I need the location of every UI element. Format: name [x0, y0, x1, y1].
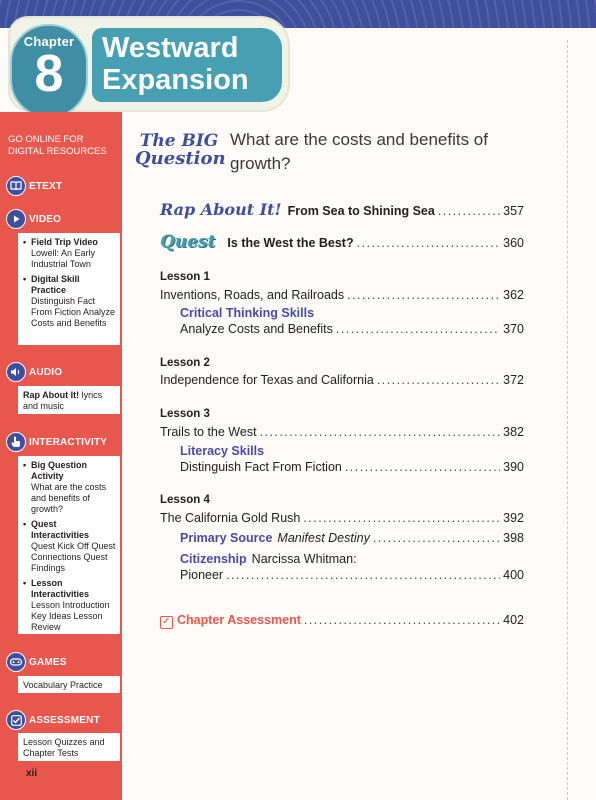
toc-title: Chapter Assessment	[177, 613, 301, 627]
video-label: VIDEO	[29, 213, 62, 225]
sidebar-item-games[interactable]	[6, 652, 67, 672]
toc-title: Manifest Destiny	[277, 531, 370, 545]
audio-rap-title: Rap About It!	[23, 390, 80, 400]
video-item-text: Distinguish Fact From Fiction Analyze Costs and Benefits	[31, 296, 116, 328]
toc-row-quest[interactable]	[160, 234, 524, 251]
leader-dots	[357, 235, 501, 251]
video-list	[18, 233, 120, 345]
sidebar-item-etext[interactable]	[6, 176, 62, 196]
dashed-margin-line	[567, 40, 568, 800]
toc-page: 362	[503, 288, 524, 302]
interactivity-item-text: Lesson Introduction Key Ideas Lesson Review	[31, 600, 110, 632]
audio-box[interactable]	[18, 386, 120, 414]
games-box[interactable]	[18, 676, 120, 693]
list-item[interactable]	[23, 578, 116, 633]
big-question-logo	[135, 131, 226, 169]
interactivity-item-title: Lesson Interactivities	[31, 578, 90, 599]
sidebar-item-video[interactable]	[6, 209, 61, 229]
toc-page: 392	[503, 511, 524, 525]
video-item-title: Digital Skill Practice	[31, 274, 80, 295]
book-icon	[6, 176, 26, 196]
toc-page: 372	[503, 373, 524, 387]
list-item[interactable]	[23, 460, 116, 515]
chapter-title	[92, 28, 282, 102]
sidebar-item-audio[interactable]	[6, 362, 62, 382]
leader-dots	[260, 424, 501, 440]
toc-title: From Sea to Shining Sea	[287, 204, 435, 218]
toc-row-lesson-4[interactable]	[160, 510, 524, 526]
list-item[interactable]	[23, 274, 116, 329]
toc-row-lesson-1-skill[interactable]	[180, 321, 524, 337]
lesson-1-label: Lesson 1	[160, 271, 210, 283]
assessment-text: Lesson Quizzes and Chapter Tests	[23, 737, 105, 758]
interactivity-item-text: Quest Kick Off Quest Connections Quest Findings	[31, 541, 116, 573]
audio-text: lyrics and music	[23, 390, 103, 411]
rap-about-it-logo: Rap About It!	[160, 200, 282, 219]
go-online-heading: GO ONLINE FOR DIGITAL RESOURCES	[8, 134, 107, 157]
toc-title: Trails to the West	[160, 425, 257, 439]
toc-page: 400	[503, 568, 524, 582]
chapter-badge	[10, 24, 88, 118]
toc-title: Pioneer	[180, 568, 224, 582]
toc-page: 357	[503, 204, 524, 218]
toc-page: 370	[503, 322, 524, 336]
toc-page: 390	[503, 460, 524, 474]
lesson-4-label: Lesson 4	[160, 494, 210, 506]
toc-title: The California Gold Rush	[160, 511, 301, 525]
toc-row-lesson-3-skill[interactable]	[180, 459, 524, 475]
checkbox-icon	[6, 710, 26, 730]
toc-row-citizenship[interactable]	[180, 551, 524, 567]
literacy-skills-heading: Literacy Skills	[180, 444, 265, 458]
toc-title: Inventions, Roads, and Railroads	[160, 288, 345, 302]
interactivity-item-title: Big Question Activity	[31, 460, 87, 481]
games-label: GAMES	[29, 656, 67, 668]
toc-title: Analyze Costs and Benefits	[180, 322, 333, 336]
big-question-text: What are the costs and benefits of growth?	[230, 130, 488, 173]
critical-thinking-heading: Critical Thinking Skills	[180, 306, 315, 320]
toc-row-lesson-1[interactable]	[160, 287, 524, 303]
toc-page: 360	[503, 236, 524, 250]
toc-title: Narcissa Whitman:	[251, 552, 357, 566]
audio-label: AUDIO	[29, 366, 63, 378]
leader-dots	[438, 203, 500, 219]
toc-title: Is the West the Best?	[227, 236, 354, 250]
leader-dots	[226, 567, 500, 583]
chapter-number: 8	[34, 45, 64, 103]
sidebar-item-assessment[interactable]	[6, 710, 100, 730]
chapter-title-line2: Expansion	[102, 64, 249, 96]
interactivity-label: INTERACTIVITY	[29, 436, 108, 448]
leader-dots	[336, 321, 500, 337]
etext-label: ETEXT	[29, 180, 63, 192]
toc-title: Distinguish Fact From Fiction	[180, 460, 342, 474]
games-text: Vocabulary Practice	[23, 680, 103, 690]
leader-dots	[373, 530, 500, 546]
page-number: xii	[26, 768, 38, 779]
assessment-box[interactable]	[18, 733, 120, 761]
checkbox-icon: ✓	[160, 616, 173, 629]
list-item[interactable]	[23, 237, 116, 270]
toc-row-lesson-3[interactable]	[160, 424, 524, 440]
leader-dots	[304, 612, 500, 628]
chapter-label: Chapter	[23, 34, 75, 49]
interactivity-item-text: What are the costs and benefits of growth?	[31, 482, 107, 514]
leader-dots	[345, 459, 500, 475]
play-icon	[6, 209, 26, 229]
toc-row-rap[interactable]	[160, 202, 524, 219]
toc-row-chapter-assessment[interactable]	[160, 612, 524, 629]
hand-pointer-icon	[6, 432, 26, 452]
video-item-title: Field Trip Video	[31, 237, 98, 247]
gamepad-icon	[6, 652, 26, 672]
toc-row-citizenship-cont[interactable]	[180, 567, 524, 583]
interactivity-item-title: Quest Interactivities	[31, 519, 90, 540]
toc-row-primary-source[interactable]	[180, 530, 524, 546]
sidebar-item-interactivity[interactable]	[6, 432, 107, 452]
big-question-logo-line1: The BIG	[139, 131, 219, 151]
speaker-icon	[6, 362, 26, 382]
lesson-3-label: Lesson 3	[160, 408, 210, 420]
list-item[interactable]	[23, 519, 116, 574]
video-item-text: Lowell: An Early Industrial Town	[31, 248, 96, 269]
lesson-2-label: Lesson 2	[160, 357, 210, 369]
interactivity-list	[18, 456, 120, 634]
citizenship-heading: Citizenship	[180, 552, 247, 566]
toc-row-lesson-2[interactable]	[160, 372, 524, 388]
leader-dots	[303, 510, 500, 526]
chapter-title-line1: Westward	[102, 32, 239, 64]
toc-title: Independence for Texas and California	[160, 373, 374, 387]
assessment-label: ASSESSMENT	[29, 714, 100, 726]
toc-page: 382	[503, 425, 524, 439]
primary-source-heading: Primary Source	[180, 531, 273, 545]
leader-dots	[347, 287, 500, 303]
toc-page: 402	[503, 613, 524, 627]
toc-page: 398	[503, 531, 524, 545]
leader-dots	[377, 372, 500, 388]
quest-logo: Quest	[160, 232, 216, 252]
big-question-logo-line2: Question	[135, 148, 226, 169]
